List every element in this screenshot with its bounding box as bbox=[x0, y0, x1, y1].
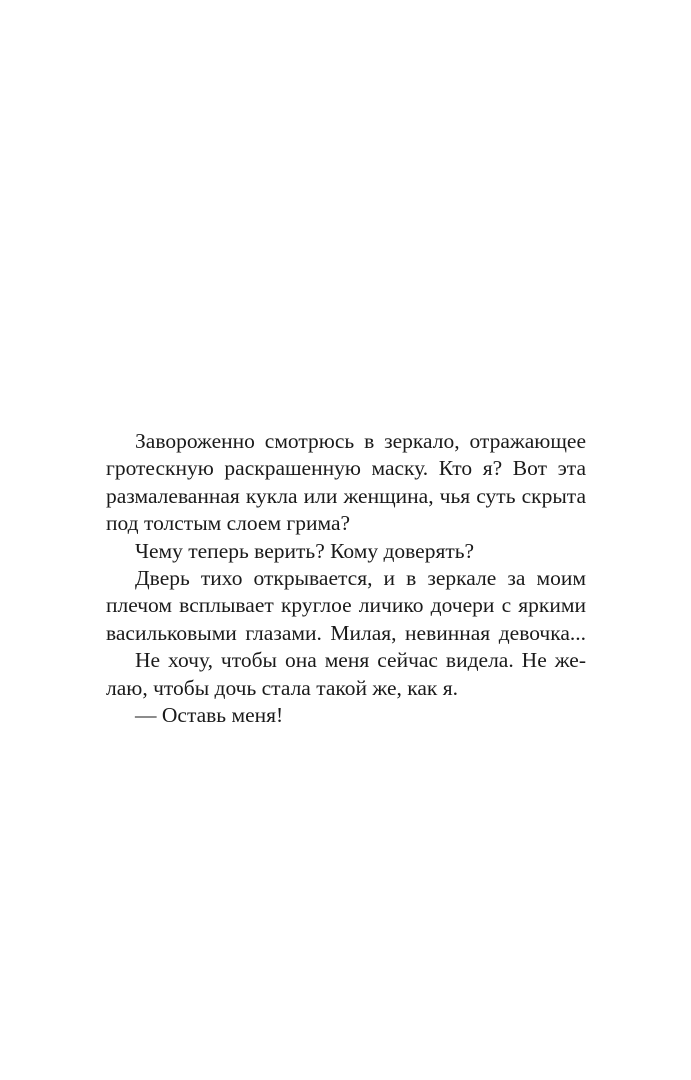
text-line: плечом всплывает круглое личико дочери с яркими bbox=[106, 593, 586, 618]
text-line: — Оставь меня! bbox=[135, 702, 284, 727]
text-line: размалеванная кукла или женщина, чья суть скрыта bbox=[106, 483, 586, 508]
text-line: васильковыми глазами. Милая, невинная девочка... bbox=[106, 620, 586, 645]
body-text bbox=[106, 428, 586, 729]
text-line: гротескную раскрашенную маску. Кто я? Вот эта bbox=[106, 456, 586, 481]
text-line: Завороженно смотрюсь в зеркало, отражающее bbox=[135, 429, 586, 453]
text-line: Дверь тихо открывается, и в зеркале за моим bbox=[135, 565, 586, 590]
text-line: Не хочу, чтобы она меня сейчас видела. Не же- bbox=[135, 648, 586, 673]
text-line: лаю, чтобы дочь стала такой же, как я. bbox=[106, 675, 459, 700]
text-line: под толстым слоем грима? bbox=[106, 511, 351, 536]
text-line: Чему теперь верить? Кому доверять? bbox=[135, 538, 475, 563]
